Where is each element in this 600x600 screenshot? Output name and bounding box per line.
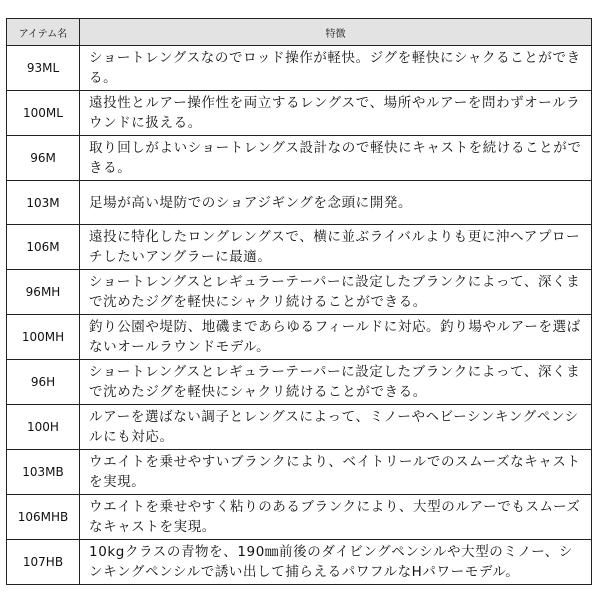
- feature-cell: ショートレングスとレギュラーテーパーに設定したブランクによって、深くまで沈めたジグを軽快にシャクリ続けることができる。: [80, 360, 592, 405]
- item-name-cell: 93ML: [7, 46, 80, 91]
- item-name-cell: 106MHB: [7, 495, 80, 540]
- table-row: [7, 405, 592, 450]
- table-row: [7, 495, 592, 540]
- table-row: [7, 315, 592, 360]
- feature-cell: ショートレングスとレギュラーテーパーに設定したブランクによって、深くまで沈めたジグを軽快にシャクリ続けることができる。: [80, 270, 592, 315]
- feature-cell: 取り回しがよいショートレングス設計なので軽快にキャストを続けることができる。: [80, 136, 592, 181]
- table-row: [7, 270, 592, 315]
- spec-table-container: [6, 18, 591, 585]
- feature-cell: 釣り公園や堤防、地磯まであらゆるフィールドに対応。釣り場やルアーを選ばないオールラウンドモデル。: [80, 315, 592, 360]
- item-name-cell: 96H: [7, 360, 80, 405]
- table-row: [7, 46, 592, 91]
- item-name-cell: 100MH: [7, 315, 80, 360]
- feature-cell: ルアーを選ばない調子とレングスによって、ミノーやヘビーシンキングペンシルにも対応。: [80, 405, 592, 450]
- item-name-cell: 96MH: [7, 270, 80, 315]
- feature-cell: ショートレングスなのでロッド操作が軽快。ジグを軽快にシャクることができる。: [80, 46, 592, 91]
- table-row: [7, 91, 592, 136]
- item-name-cell: 103M: [7, 181, 80, 225]
- feature-cell: 10kgクラスの青物を、190㎜前後のダイビングペンシルや大型のミノー、シンキングペンシルで誘い出して捕らえるパワフルなHパワーモデル。: [80, 540, 592, 585]
- table-row: [7, 360, 592, 405]
- spec-table: [6, 18, 592, 585]
- feature-cell: ウエイトを乗せやすいブランクにより、ベイトリールでのスムーズなキャストを実現。: [80, 450, 592, 495]
- table-row: [7, 136, 592, 181]
- table-row: [7, 540, 592, 585]
- item-name-cell: 100H: [7, 405, 80, 450]
- item-name-cell: 103MB: [7, 450, 80, 495]
- feature-cell: 遠投性とルアー操作性を両立するレングスで、場所やルアーを問わずオールラウンドに扱える。: [80, 91, 592, 136]
- feature-cell: ウエイトを乗せやすく粘りのあるブランクにより、大型のルアーでもスムーズなキャストを実現。: [80, 495, 592, 540]
- header-feature: 特徴: [80, 19, 592, 46]
- header-item-name: アイテム名: [7, 19, 80, 46]
- item-name-cell: 100ML: [7, 91, 80, 136]
- table-row: [7, 181, 592, 225]
- item-name-cell: 106M: [7, 225, 80, 270]
- feature-cell: 遠投に特化したロングレングスで、横に並ぶライバルよりも更に沖へアプローチしたいアングラーに最適。: [80, 225, 592, 270]
- feature-cell: 足場が高い堤防でのショアジギングを念頭に開発。: [80, 181, 592, 225]
- table-header-row: [7, 19, 592, 46]
- table-row: [7, 450, 592, 495]
- item-name-cell: 96M: [7, 136, 80, 181]
- table-row: [7, 225, 592, 270]
- item-name-cell: 107HB: [7, 540, 80, 585]
